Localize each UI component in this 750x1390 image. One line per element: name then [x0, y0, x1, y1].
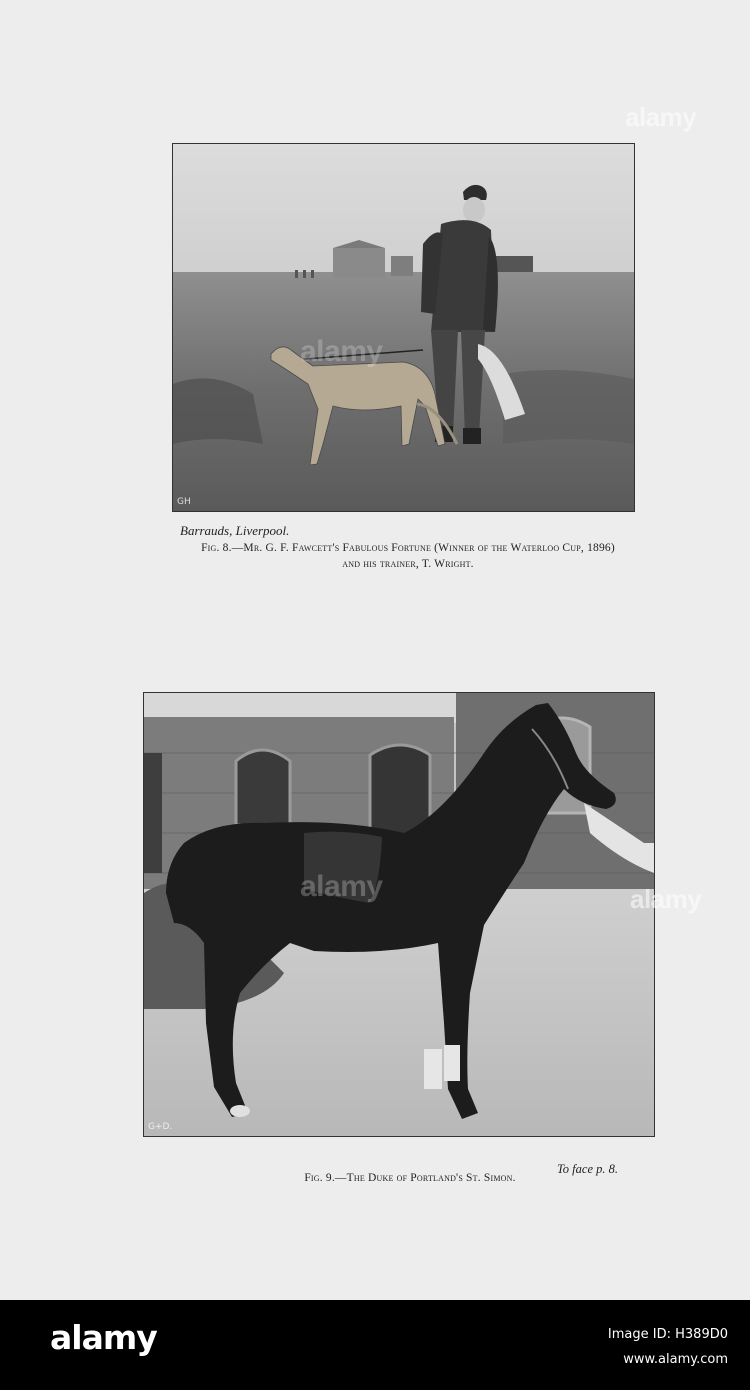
figure-8-caption-line-1: Fig. 8.—Mr. G. F. Fawcett's Fabulous Fortune (Winner of the Waterloo Cup, 1896): [201, 542, 615, 554]
figure-8-photo-credit: Barrauds, Liverpool.: [180, 523, 290, 538]
alamy-logo[interactable]: alamy: [50, 1318, 157, 1357]
photo-racehorse-st-simon: [143, 692, 655, 1137]
horse-photo-drawing: [144, 693, 654, 1136]
to-face-page-note: To face p. 8.: [557, 1162, 618, 1176]
figure-8-caption-line-2: and his trainer, T. Wright.: [342, 558, 474, 570]
site-url-link[interactable]: www.alamy.com: [623, 1352, 728, 1367]
figure-9-corner-mark: G+D.: [148, 1122, 173, 1132]
figure-9-caption: Fig. 9.—The Duke of Portland's St. Simon.: [304, 1172, 516, 1184]
alamy-watermark: alamy: [630, 884, 702, 914]
image-id-label: Image ID: H389D0: [607, 1327, 728, 1342]
greyhound-photo-drawing: [173, 144, 634, 511]
photo-greyhound-and-trainer: [172, 143, 635, 512]
alamy-watermark: alamy: [300, 335, 383, 368]
alamy-watermark: alamy: [300, 870, 383, 903]
figure-8-corner-mark: GH: [177, 497, 191, 507]
alamy-watermark: alamy: [625, 102, 697, 132]
